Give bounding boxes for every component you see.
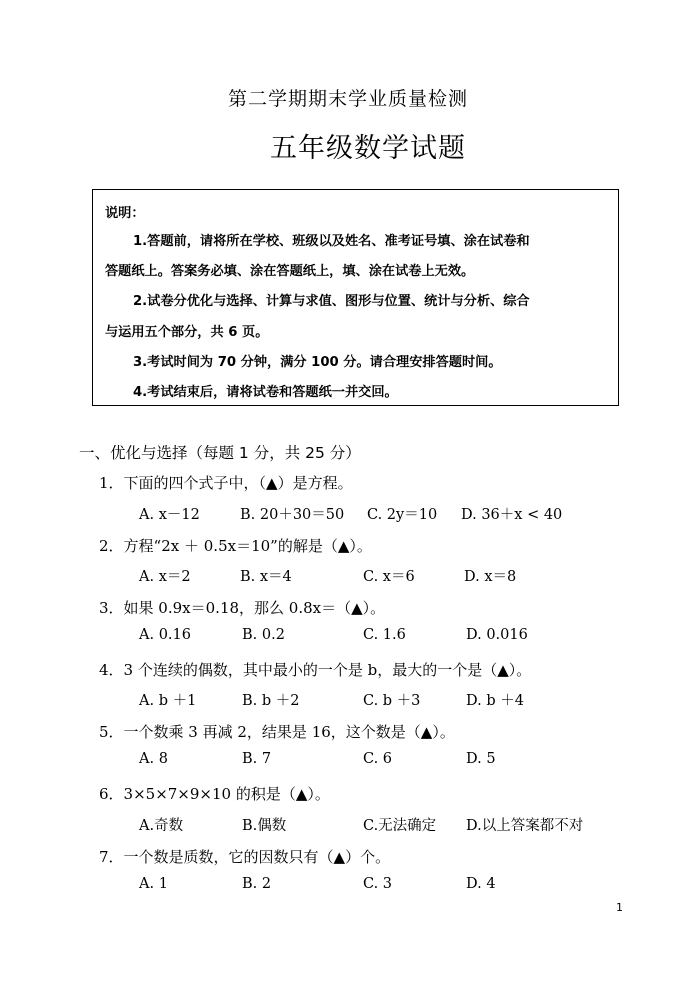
exam-title: 五年级数学试题 [270,133,466,164]
question-stem: 7．一个数是质数，它的因数只有（▲）个。 [99,848,391,866]
answer-option: B. b ＋2 [242,693,300,709]
answer-option: A. 0.16 [139,627,191,643]
instruction-line: 1.答题前，请将所在学校、班级以及姓名、准考证号填、涂在试卷和 [133,234,530,249]
answer-option: A. 8 [139,751,168,767]
answer-option: B.偶数 [242,818,287,834]
question-stem: 2．方程“2x ＋ 0.5x＝10”的解是（▲）。 [99,537,372,555]
answer-option: C. x＝6 [363,569,415,585]
answer-option: D. 0.016 [466,627,528,643]
question-stem: 6．3×5×7×9×10 的积是（▲）。 [99,785,330,803]
answer-option: A.奇数 [139,818,184,834]
instruction-line: 2.试卷分优化与选择、计算与求值、图形与位置、统计与分析、综合 [133,294,530,309]
section-heading: 一、优化与选择（每题 1 分，共 25 分） [79,444,361,462]
answer-option: D.以上答案都不对 [466,818,584,834]
answer-option: B. 7 [242,751,272,767]
instruction-line: 4.考试结束后，请将试卷和答题纸一并交回。 [133,385,398,400]
answer-option: B. 20＋30＝50 [240,507,345,523]
question-stem: 1．下面的四个式子中，（▲）是方程。 [99,474,353,492]
answer-option: C. b ＋3 [363,693,421,709]
instructions-heading: 说明： [105,206,145,221]
answer-option: C. 2y＝10 [367,507,438,523]
instruction-line: 答题纸上。答案务必填、涂在答题纸上，填、涂在试卷上无效。 [105,264,475,279]
page-number: 1 [616,901,623,914]
question-stem: 5．一个数乘 3 再减 2，结果是 16，这个数是（▲）。 [99,723,455,741]
answer-option: A. 1 [139,876,168,892]
answer-option: C. 6 [363,751,393,767]
answer-option: B. x＝4 [240,569,292,585]
instruction-line: 3.考试时间为 70 分钟，满分 100 分。请合理安排答题时间。 [133,355,502,370]
answer-option: D. 36＋x < 40 [461,507,563,523]
answer-option: D. x＝8 [464,569,517,585]
answer-option: A. b ＋1 [139,693,197,709]
answer-option: B. 2 [242,876,272,892]
answer-option: C. 3 [363,876,393,892]
question-stem: 4．3 个连续的偶数，其中最小的一个是 b，最大的一个是（▲）。 [99,661,532,679]
answer-option: D. 4 [466,876,496,892]
answer-option: A. x－12 [139,507,200,523]
instructions-box [92,189,619,406]
answer-option: D. b ＋4 [466,693,524,709]
answer-option: C.无法确定 [363,818,437,834]
answer-option: C. 1.6 [363,627,406,643]
exam-subtitle: 第二学期期末学业质量检测 [227,88,468,110]
answer-option: A. x＝2 [139,569,191,585]
answer-option: B. 0.2 [242,627,285,643]
answer-option: D. 5 [466,751,496,767]
question-stem: 3．如果 0.9x＝0.18，那么 0.8x＝（▲）。 [99,599,386,617]
instruction-line: 与运用五个部分，共 6 页。 [105,325,269,340]
